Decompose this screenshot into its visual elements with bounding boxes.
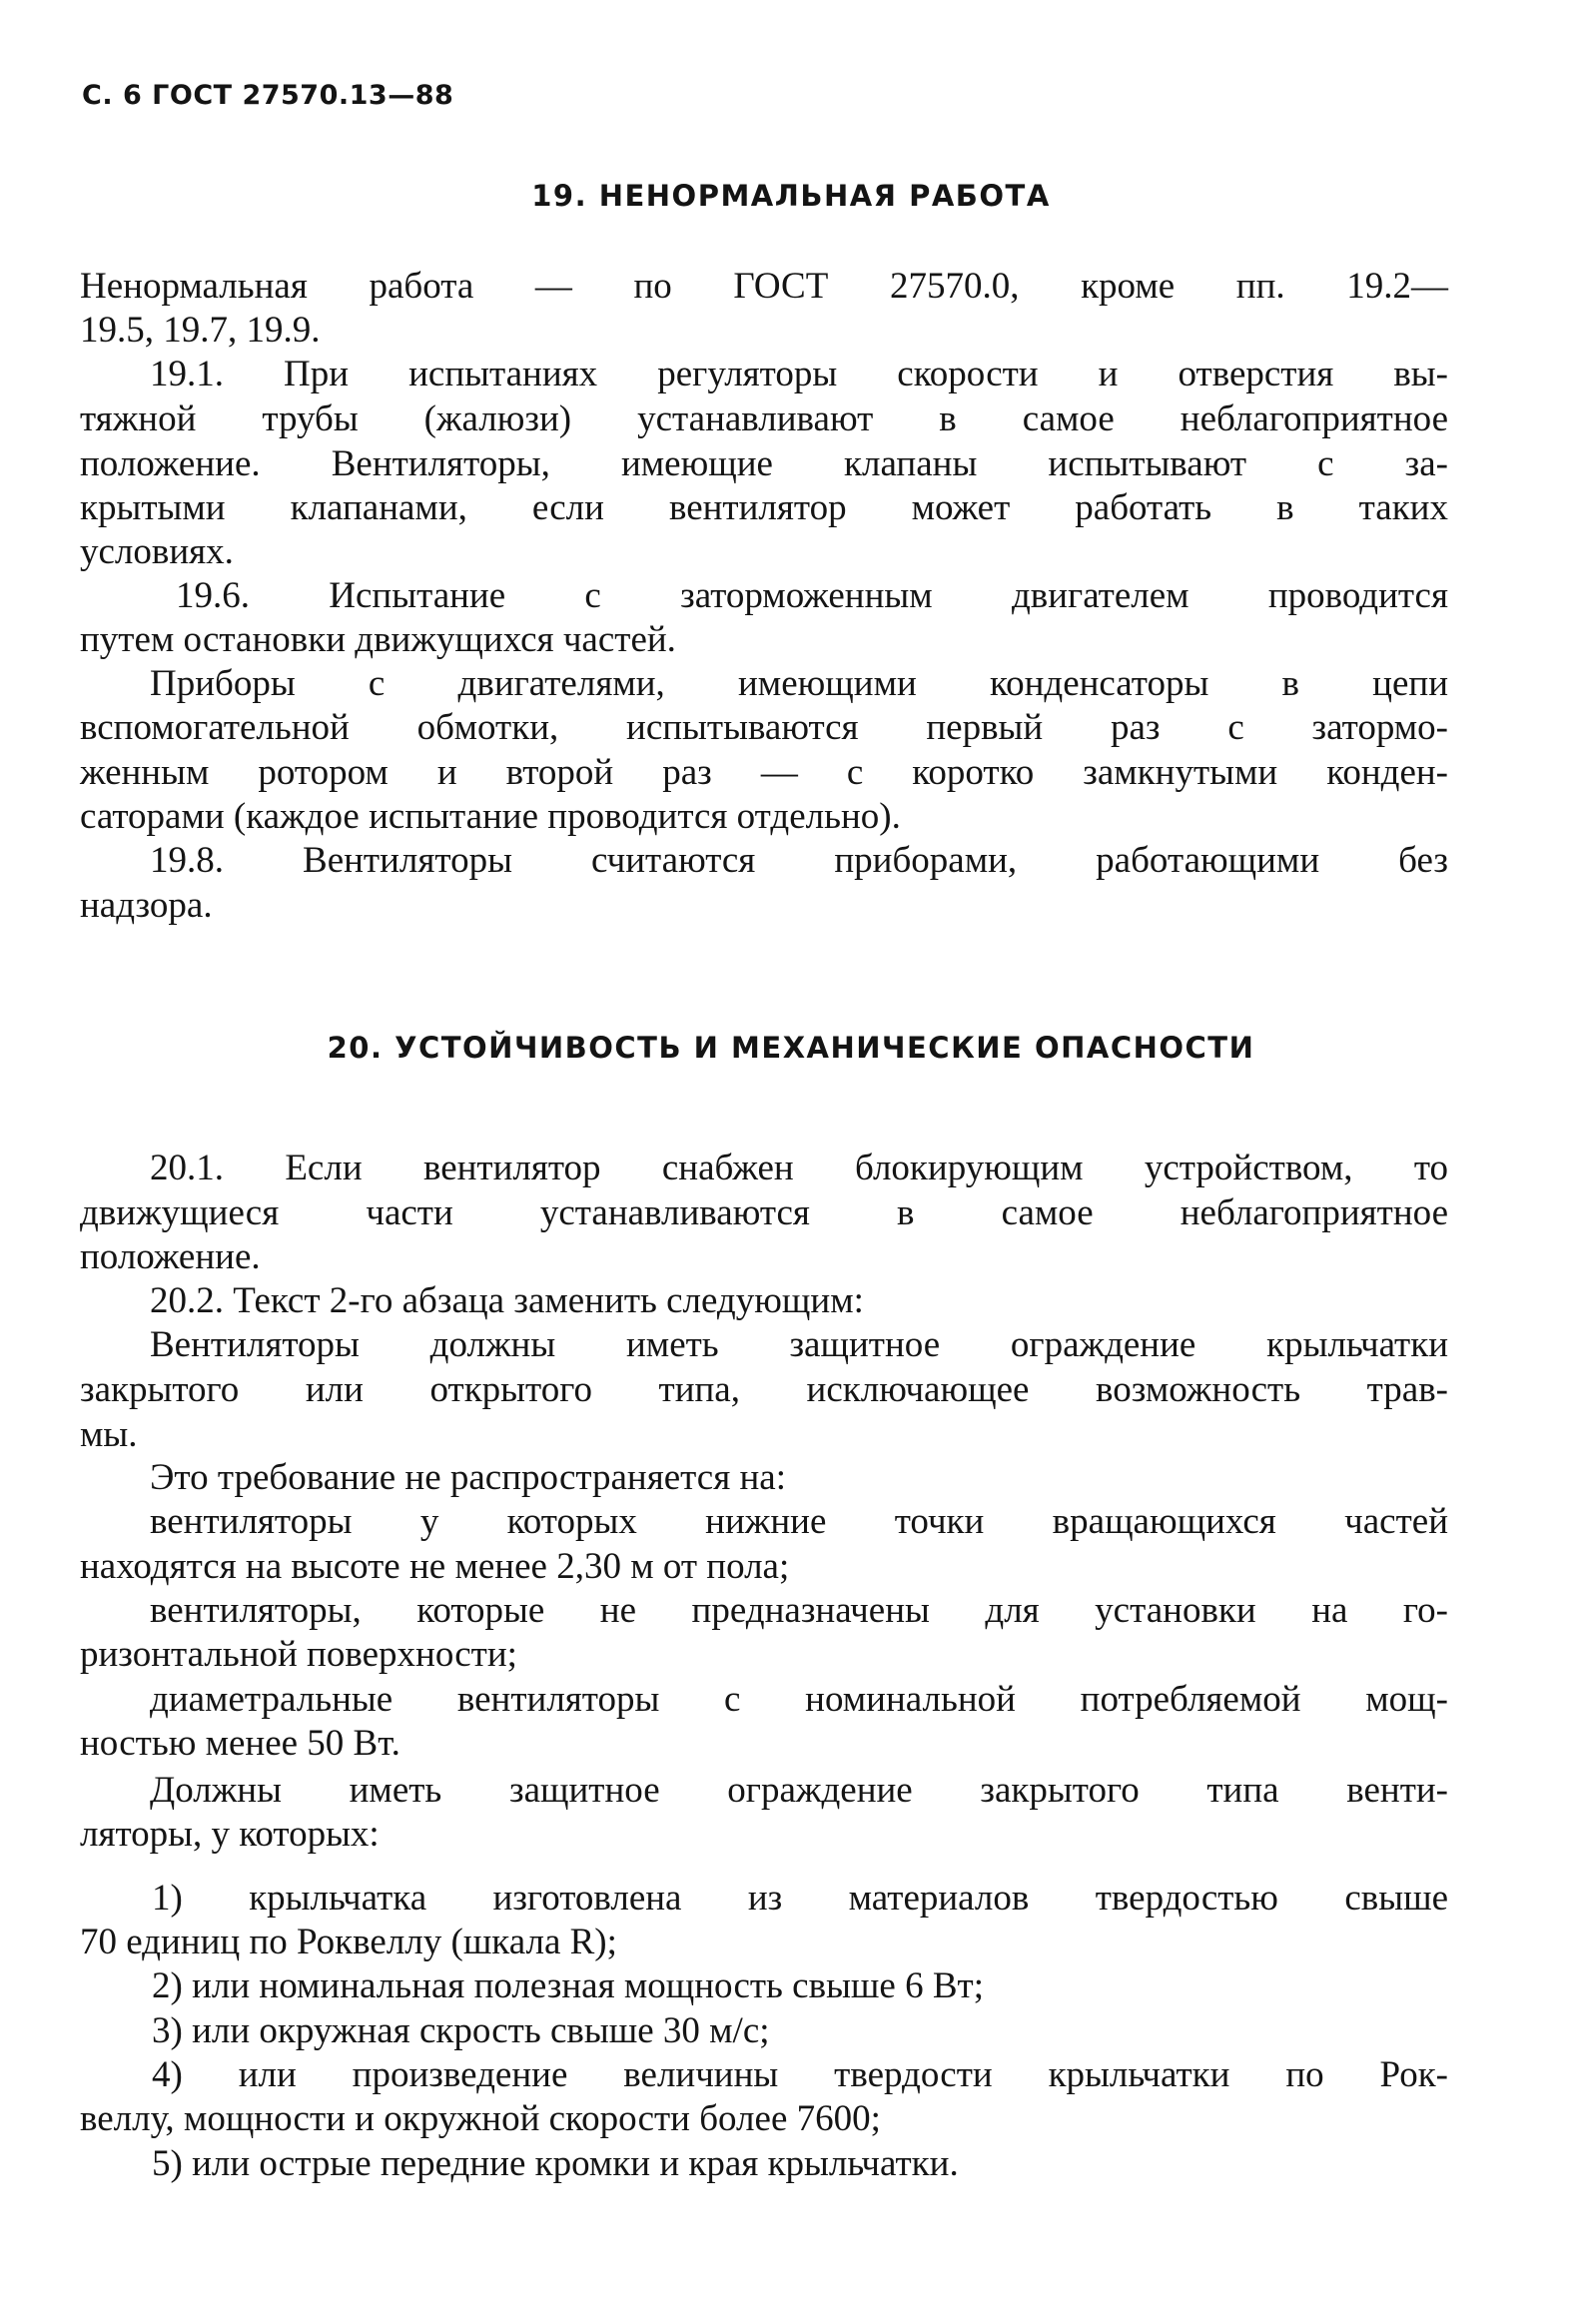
text-line: условиях. (80, 531, 234, 572)
section-19-title: 19. НЕНОРМАЛЬНАЯ РАБОТА (531, 179, 1051, 213)
section-20-title: 20. УСТОЙЧИВОСТЬ И МЕХАНИЧЕСКИЕ ОПАСНОСТИ (327, 1031, 1255, 1065)
text-line: 19.1. При испытаниях регуляторы скорости и отверстия вы- (150, 354, 1448, 394)
list-item: 3) или окружная скрость свыше 30 м/с; (152, 2010, 770, 2051)
text-line: ризонтальной поверхности; (80, 1634, 517, 1675)
text-line: 20.2. Текст 2-го абзаца заменить следующим: (150, 1280, 864, 1321)
text-line: крытыми клапанами, если вентилятор может работать в таких (80, 487, 1448, 528)
text-line: Ненормальная работа — по ГОСТ 27570.0, кроме пп. 19.2— (80, 266, 1448, 307)
text-line: Это требование не распространяется на: (150, 1457, 786, 1498)
text-line: 19.6. Испытание с заторможенным двигателем проводится (176, 575, 1448, 616)
list-item: 1) крыльчатка изготовлена из материалов твердостью свыше (152, 1878, 1448, 1919)
text-line: вентиляторы у которых нижние точки вращающихся частей (150, 1501, 1448, 1542)
list-item: 2) или номинальная полезная мощность свыше 6 Вт; (152, 1965, 984, 2006)
text-line: положение. (80, 1236, 261, 1277)
text-line: 20.1. Если вентилятор снабжен блокирующим устройством, то (150, 1148, 1448, 1188)
text-line: вспомогательной обмотки, испытываются первый раз с затормо- (80, 707, 1448, 748)
text-line: женным ротором и второй раз — с коротко замкнутыми конден- (80, 752, 1448, 793)
running-head: С. 6 ГОСТ 27570.13—88 (82, 80, 454, 111)
list-item: веллу, мощности и окружной скорости более 7600; (80, 2098, 881, 2139)
list-item: 5) или острые передние кромки и края крыльчатки. (152, 2143, 959, 2184)
text-line: Вентиляторы должны иметь защитное ограждение крыльчатки (150, 1324, 1448, 1365)
text-line: положение. Вентиляторы, имеющие клапаны испытывают с за- (80, 443, 1448, 484)
text-line: ностью менее 50 Вт. (80, 1723, 400, 1764)
text-line: Приборы с двигателями, имеющими конденсаторы в цепи (150, 663, 1448, 704)
text-line: тяжной трубы (жалюзи) устанавливают в самое неблагоприятное (80, 398, 1448, 439)
text-line: закрытого или открытого типа, исключающее возможность трав- (80, 1369, 1448, 1410)
text-line: вентиляторы, которые не предназначены для установки на го- (150, 1590, 1448, 1631)
text-line: 19.5, 19.7, 19.9. (80, 310, 321, 351)
text-line: Должны иметь защитное ограждение закрытого типа венти- (150, 1770, 1448, 1811)
text-line: движущиеся части устанавливаются в самое неблагоприятное (80, 1192, 1448, 1233)
text-line: диаметральные вентиляторы с номинальной потребляемой мощ- (150, 1679, 1448, 1720)
list-item: 70 единиц по Роквеллу (шкала R); (80, 1922, 617, 1962)
text-line: находятся на высоте не менее 2,30 м от пола; (80, 1546, 790, 1587)
text-line: надзора. (80, 885, 213, 926)
text-line: 19.8. Вентиляторы считаются приборами, работающими без (150, 840, 1448, 881)
text-line: саторами (каждое испытание проводится отдельно). (80, 796, 901, 837)
text-line: путем остановки движущихся частей. (80, 619, 676, 660)
text-line: мы. (80, 1414, 138, 1455)
list-item: 4) или произведение величины твердости крыльчатки по Рок- (152, 2054, 1448, 2095)
text-line: ляторы, у которых: (80, 1814, 380, 1855)
